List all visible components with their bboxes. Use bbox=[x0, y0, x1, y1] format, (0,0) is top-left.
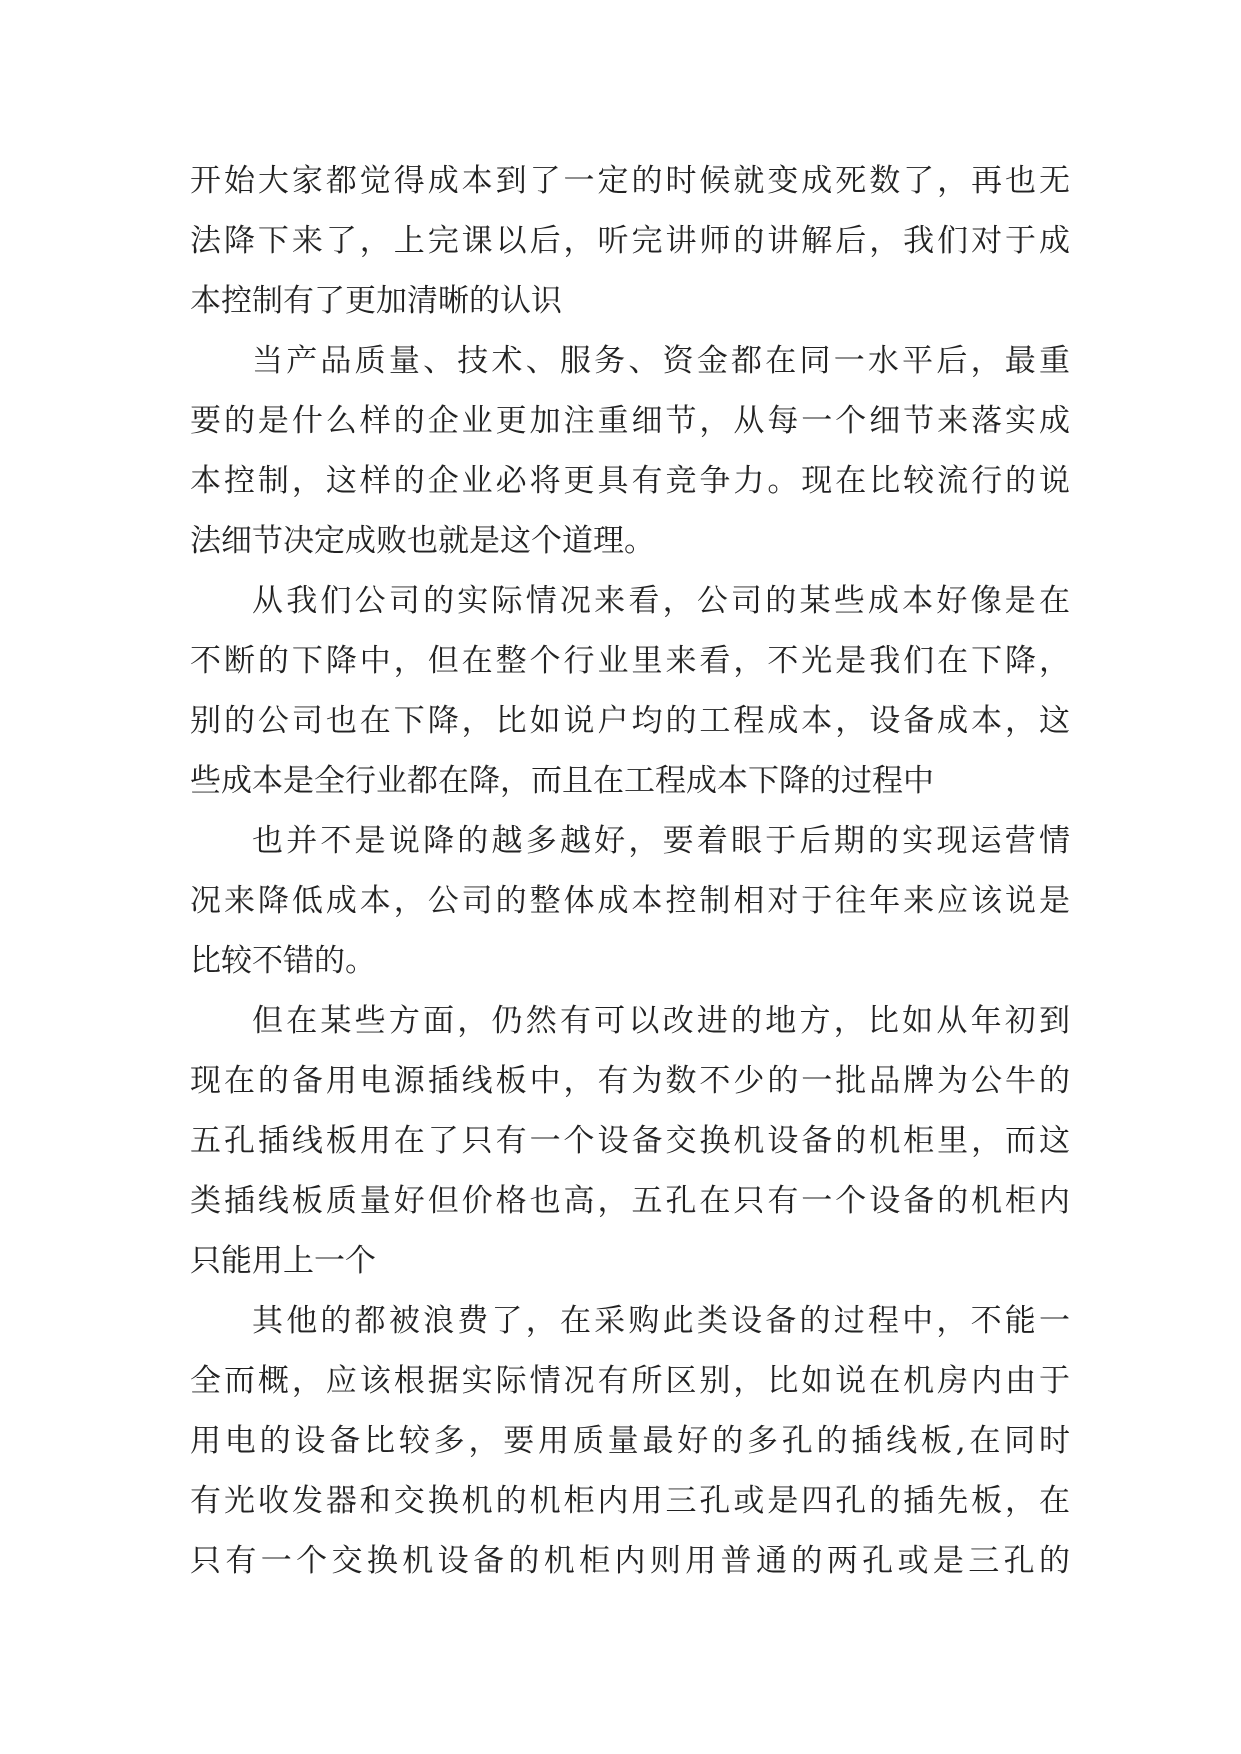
text-line: 别的公司也在下降，比如说户均的工程成本，设备成本，这 bbox=[190, 703, 1070, 739]
text-line: 类插线板质量好但价格也高，五孔在只有一个设备的机柜内 bbox=[190, 1183, 1070, 1219]
text-line: 五孔插线板用在了只有一个设备交换机设备的机柜里，而这 bbox=[190, 1123, 1070, 1159]
text-line: 法细节决定成败也就是这个道理。 bbox=[190, 523, 655, 559]
text-line: 不断的下降中，但在整个行业里来看，不光是我们在下降， bbox=[190, 643, 1070, 679]
text-line: 些成本是全行业都在降，而且在工程成本下降的过程中 bbox=[190, 763, 934, 799]
text-line: 要的是什么样的企业更加注重细节，从每一个细节来落实成 bbox=[190, 403, 1070, 439]
paragraph-first-line: 当产品质量、技术、服务、资金都在同一水平后，最重 bbox=[252, 343, 1070, 379]
paragraph-first-line: 从我们公司的实际情况来看，公司的某些成本好像是在 bbox=[252, 583, 1070, 619]
text-line: 况来降低成本，公司的整体成本控制相对于往年来应该说是 bbox=[190, 883, 1070, 919]
text-line: 用电的设备比较多，要用质量最好的多孔的插线板,在同时 bbox=[190, 1423, 1070, 1459]
text-line: 开始大家都觉得成本到了一定的时候就变成死数了，再也无 bbox=[190, 163, 1070, 199]
text-line: 全而概，应该根据实际情况有所区别，比如说在机房内由于 bbox=[190, 1363, 1070, 1399]
text-line: 本控制有了更加清晰的认识 bbox=[190, 283, 562, 319]
text-line: 本控制，这样的企业必将更具有竞争力。现在比较流行的说 bbox=[190, 463, 1070, 499]
text-line: 现在的备用电源插线板中，有为数不少的一批品牌为公牛的 bbox=[190, 1063, 1070, 1099]
text-line: 比较不错的。 bbox=[190, 943, 376, 979]
text-line: 有光收发器和交换机的机柜内用三孔或是四孔的插先板，在 bbox=[190, 1483, 1070, 1519]
paragraph-first-line: 其他的都被浪费了，在采购此类设备的过程中，不能一 bbox=[252, 1303, 1070, 1339]
text-line: 法降下来了，上完课以后，听完讲师的讲解后，我们对于成 bbox=[190, 223, 1070, 259]
text-line: 只有一个交换机设备的机柜内则用普通的两孔或是三孔的 bbox=[190, 1543, 1070, 1579]
text-line: 只能用上一个 bbox=[190, 1243, 376, 1279]
document-page bbox=[190, 151, 1070, 1591]
paragraph-first-line: 也并不是说降的越多越好，要着眼于后期的实现运营情 bbox=[252, 823, 1070, 859]
paragraph-first-line: 但在某些方面，仍然有可以改进的地方，比如从年初到 bbox=[252, 1003, 1070, 1039]
